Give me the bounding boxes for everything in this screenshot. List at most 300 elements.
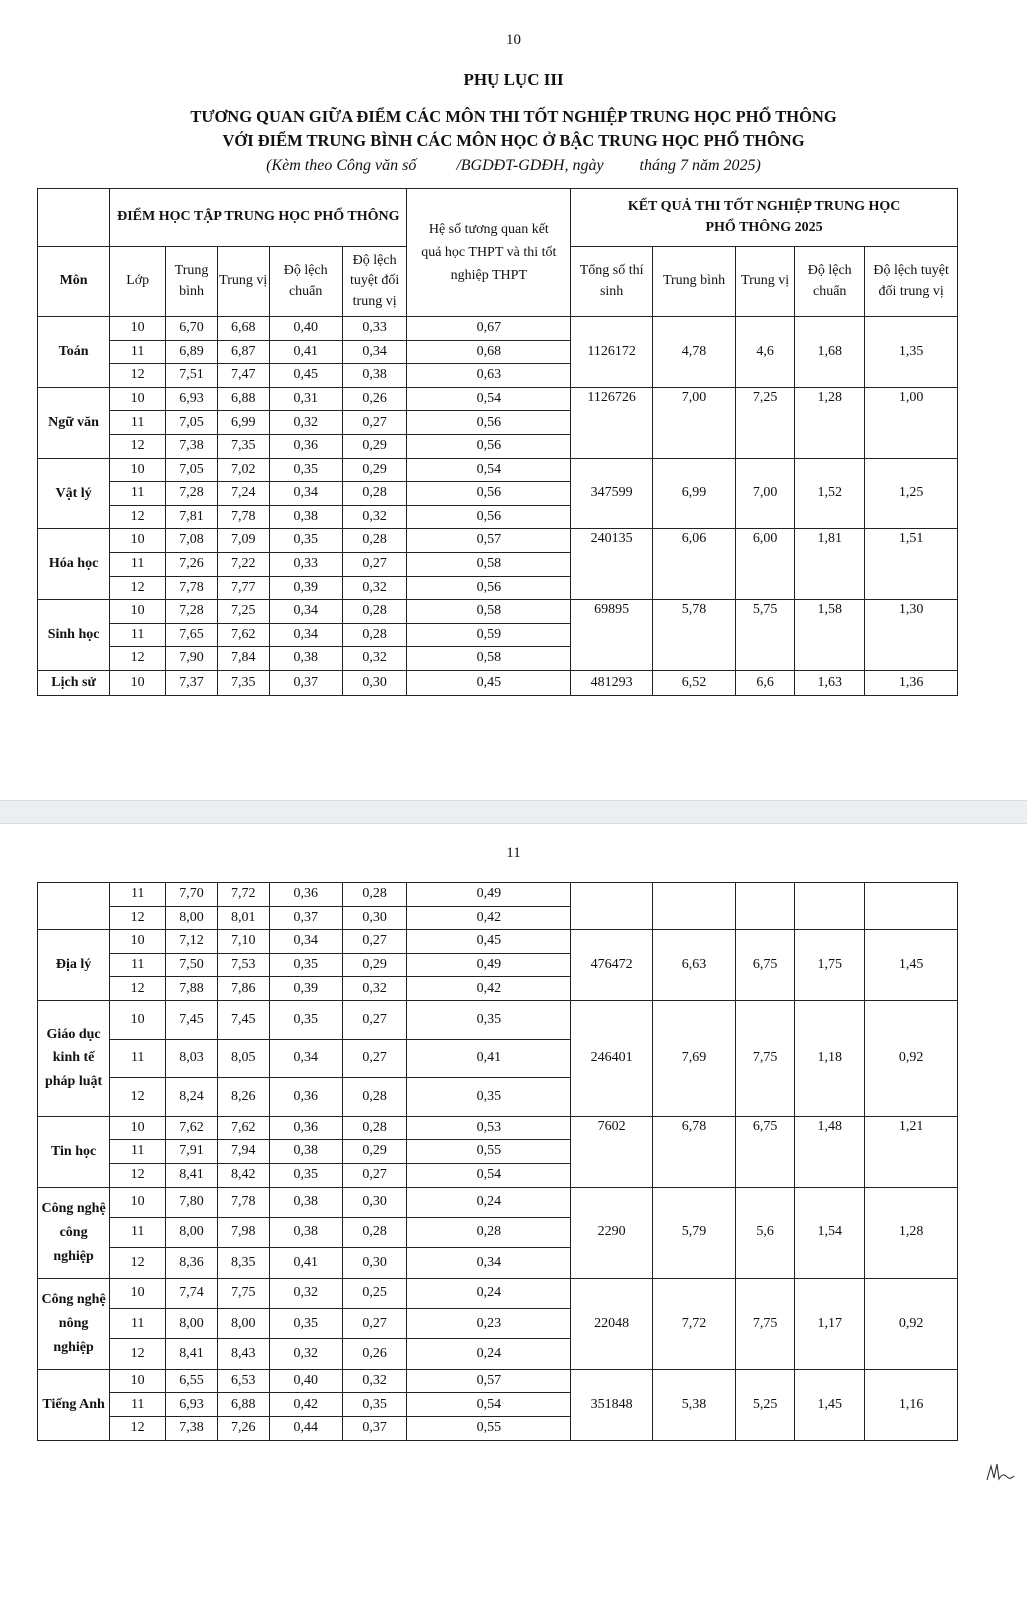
- exam-total-cell: 1126172: [571, 317, 653, 388]
- correlation-cell: 0,55: [407, 1140, 571, 1164]
- table-body-page1: [38, 317, 958, 696]
- header-subject: Môn: [38, 247, 110, 317]
- mad-cell: 0,34: [342, 340, 407, 364]
- exam-median-cell: 5,75: [735, 600, 794, 671]
- exam-sd-cell: 1,28: [795, 387, 865, 458]
- document-subtitle: (Kèm theo Công văn số /BGDĐT-GDĐH, ngày tháng 7 năm 2025): [266, 157, 761, 174]
- statistics-table-page2: [37, 882, 958, 1441]
- exam-total-cell: 240135: [571, 529, 653, 600]
- grade-cell: 12: [110, 1248, 166, 1278]
- grade-cell: 10: [110, 600, 166, 624]
- exam-mad-cell: 0,92: [865, 1000, 958, 1116]
- median-cell: 7,02: [217, 458, 269, 482]
- mean-cell: 8,00: [166, 906, 218, 930]
- grade-cell: 12: [110, 434, 166, 458]
- table-row: [38, 1000, 958, 1039]
- mad-cell: 0,27: [342, 1309, 407, 1339]
- median-cell: 7,77: [217, 576, 269, 600]
- mad-cell: 0,30: [342, 1248, 407, 1278]
- exam-mean-cell: 6,63: [653, 930, 736, 1001]
- header-exam-median: Trung vị: [735, 247, 794, 317]
- sd-cell: 0,32: [269, 1339, 342, 1369]
- exam-mean-cell: 6,78: [653, 1116, 736, 1187]
- mad-cell: 0,30: [342, 670, 407, 695]
- exam-total-cell: 347599: [571, 458, 653, 529]
- grade-cell: 12: [110, 1163, 166, 1187]
- correlation-cell: 0,24: [407, 1187, 571, 1217]
- mad-cell: 0,32: [342, 505, 407, 529]
- mean-cell: 7,91: [166, 1140, 218, 1164]
- correlation-cell: 0,34: [407, 1248, 571, 1278]
- statistics-table-page1: [37, 188, 958, 696]
- sd-cell: 0,40: [269, 317, 342, 341]
- mad-cell: 0,29: [342, 458, 407, 482]
- table-row: [38, 930, 958, 954]
- mad-cell: 0,27: [342, 1000, 407, 1039]
- exam-mad-cell: 1,00: [865, 387, 958, 458]
- exam-median-cell: [736, 883, 795, 930]
- mean-cell: 8,03: [166, 1039, 218, 1078]
- grade-cell: 10: [110, 1278, 166, 1308]
- mean-cell: 7,37: [166, 670, 218, 695]
- correlation-cell: 0,59: [407, 623, 571, 647]
- sd-cell: 0,38: [269, 647, 342, 671]
- header-exam-mean: Trung bình: [653, 247, 736, 317]
- header-exam-sd: Độ lệch chuẩn: [795, 247, 865, 317]
- exam-median-cell: 5,25: [736, 1369, 795, 1440]
- median-cell: 7,75: [217, 1278, 269, 1308]
- exam-mad-cell: 1,35: [865, 317, 958, 388]
- sd-cell: 0,35: [269, 529, 342, 553]
- mean-cell: 7,80: [166, 1187, 218, 1217]
- table-row: [38, 600, 958, 624]
- sd-cell: 0,35: [269, 1309, 342, 1339]
- sd-cell: 0,36: [269, 434, 342, 458]
- exam-sd-cell: 1,52: [795, 458, 865, 529]
- mean-cell: 7,50: [166, 953, 218, 977]
- table-row: [38, 317, 958, 341]
- mean-cell: 7,62: [166, 1116, 218, 1140]
- grade-cell: 12: [110, 364, 166, 388]
- median-cell: 7,10: [217, 930, 269, 954]
- exam-sd-cell: [795, 883, 865, 930]
- sd-cell: 0,35: [269, 1000, 342, 1039]
- grade-cell: 12: [110, 576, 166, 600]
- sd-cell: 0,40: [269, 1369, 342, 1393]
- grade-cell: 11: [110, 883, 166, 907]
- exam-sd-cell: 1,68: [795, 317, 865, 388]
- sd-cell: 0,38: [269, 1140, 342, 1164]
- header-empty-corner: [38, 189, 110, 247]
- header-exam-mad: Độ lệch tuyệt đối trung vị: [865, 247, 958, 317]
- correlation-cell: 0,55: [407, 1417, 571, 1441]
- mad-cell: 0,28: [342, 600, 407, 624]
- grade-cell: 10: [110, 1187, 166, 1217]
- header-correlation: Hệ số tương quan kết quả học THPT và thi tốt nghiệp THPT: [407, 189, 571, 317]
- median-cell: 6,88: [217, 1393, 269, 1417]
- median-cell: 7,84: [217, 647, 269, 671]
- sd-cell: 0,31: [269, 387, 342, 411]
- exam-total-cell: 1126726: [571, 387, 653, 458]
- correlation-cell: 0,57: [407, 1369, 571, 1393]
- mean-cell: 7,70: [166, 883, 218, 907]
- grade-cell: 12: [110, 977, 166, 1001]
- sd-cell: 0,39: [269, 977, 342, 1001]
- correlation-cell: 0,57: [407, 529, 571, 553]
- exam-mean-cell: 6,52: [653, 670, 736, 695]
- exam-median-cell: 6,6: [735, 670, 794, 695]
- mean-cell: 8,00: [166, 1309, 218, 1339]
- median-cell: 6,99: [217, 411, 269, 435]
- median-cell: 8,26: [217, 1078, 269, 1117]
- mean-cell: 7,81: [166, 505, 218, 529]
- subject-cell: Giáo dục kinh tế pháp luật: [38, 1000, 110, 1116]
- correlation-cell: 0,54: [407, 387, 571, 411]
- grade-cell: 10: [110, 317, 166, 341]
- header-sd: Độ lệch chuẩn: [269, 247, 342, 317]
- subject-cell: Toán: [38, 317, 110, 388]
- mean-cell: 6,89: [166, 340, 218, 364]
- header-mean: Trung bình: [166, 247, 218, 317]
- appendix-title: PHỤ LỤC III: [463, 70, 564, 89]
- sd-cell: 0,36: [269, 883, 342, 907]
- table-row: [38, 1187, 958, 1217]
- exam-mean-cell: 5,78: [653, 600, 736, 671]
- mad-cell: 0,30: [342, 1187, 407, 1217]
- median-cell: 8,01: [217, 906, 269, 930]
- grade-cell: 12: [110, 647, 166, 671]
- table-row: [38, 458, 958, 482]
- mean-cell: 6,55: [166, 1369, 218, 1393]
- signature-mark: [985, 1458, 1015, 1484]
- sd-cell: 0,38: [269, 505, 342, 529]
- correlation-cell: 0,54: [407, 458, 571, 482]
- mad-cell: 0,29: [342, 434, 407, 458]
- median-cell: 8,35: [217, 1248, 269, 1278]
- grade-cell: 10: [110, 458, 166, 482]
- sd-cell: 0,37: [269, 906, 342, 930]
- mean-cell: 8,41: [166, 1339, 218, 1369]
- correlation-cell: 0,24: [407, 1278, 571, 1308]
- mean-cell: 7,38: [166, 434, 218, 458]
- correlation-cell: 0,42: [407, 906, 571, 930]
- mean-cell: 6,93: [166, 387, 218, 411]
- page-number: 10: [506, 32, 521, 48]
- grade-cell: 11: [110, 1039, 166, 1078]
- mean-cell: 8,00: [166, 1217, 218, 1247]
- correlation-cell: 0,56: [407, 411, 571, 435]
- page-number: 11: [506, 845, 521, 861]
- exam-median-cell: 7,00: [735, 458, 794, 529]
- correlation-cell: 0,56: [407, 505, 571, 529]
- exam-mad-cell: 1,25: [865, 458, 958, 529]
- table-row: [38, 1369, 958, 1393]
- mad-cell: 0,28: [342, 482, 407, 506]
- exam-mad-cell: 1,45: [865, 930, 958, 1001]
- correlation-cell: 0,67: [407, 317, 571, 341]
- exam-total-cell: 246401: [571, 1000, 653, 1116]
- exam-median-cell: 6,75: [736, 930, 795, 1001]
- mean-cell: 7,45: [166, 1000, 218, 1039]
- sd-cell: 0,42: [269, 1393, 342, 1417]
- mad-cell: 0,37: [342, 1417, 407, 1441]
- exam-mad-cell: 1,51: [865, 529, 958, 600]
- exam-median-cell: 7,75: [736, 1278, 795, 1369]
- sd-cell: 0,34: [269, 930, 342, 954]
- correlation-cell: 0,42: [407, 977, 571, 1001]
- subject-cell: Tiếng Anh: [38, 1369, 110, 1440]
- exam-mad-cell: 1,21: [865, 1116, 958, 1187]
- exam-median-cell: 7,25: [735, 387, 794, 458]
- exam-total-cell: 2290: [571, 1187, 653, 1278]
- median-cell: 6,87: [217, 340, 269, 364]
- grade-cell: 10: [110, 387, 166, 411]
- mean-cell: 7,05: [166, 411, 218, 435]
- mad-cell: 0,32: [342, 576, 407, 600]
- grade-cell: 11: [110, 340, 166, 364]
- header-school-scores: ĐIỂM HỌC TẬP TRUNG HỌC PHỔ THÔNG: [110, 189, 407, 247]
- exam-sd-cell: 1,58: [795, 600, 865, 671]
- median-cell: 7,53: [217, 953, 269, 977]
- mad-cell: 0,32: [342, 977, 407, 1001]
- median-cell: 8,43: [217, 1339, 269, 1369]
- sd-cell: 0,41: [269, 340, 342, 364]
- exam-mad-cell: [865, 883, 958, 930]
- mad-cell: 0,27: [342, 930, 407, 954]
- exam-mean-cell: 7,72: [653, 1278, 736, 1369]
- correlation-cell: 0,23: [407, 1309, 571, 1339]
- exam-median-cell: 5,6: [736, 1187, 795, 1278]
- correlation-cell: 0,49: [407, 953, 571, 977]
- table-row: [38, 670, 958, 695]
- exam-total-cell: 481293: [571, 670, 653, 695]
- exam-mad-cell: 1,30: [865, 600, 958, 671]
- subject-cell: Hóa học: [38, 529, 110, 600]
- mean-cell: 7,74: [166, 1278, 218, 1308]
- mean-cell: 7,08: [166, 529, 218, 553]
- header-median: Trung vị: [217, 247, 269, 317]
- exam-sd-cell: 1,63: [795, 670, 865, 695]
- table-body-page2: [38, 883, 958, 1441]
- mad-cell: 0,32: [342, 1369, 407, 1393]
- mean-cell: 8,41: [166, 1163, 218, 1187]
- correlation-cell: 0,45: [407, 670, 571, 695]
- grade-cell: 10: [110, 1369, 166, 1393]
- subject-cell: Công nghệ công nghiệp: [38, 1187, 110, 1278]
- mad-cell: 0,27: [342, 411, 407, 435]
- mad-cell: 0,28: [342, 623, 407, 647]
- median-cell: 7,98: [217, 1217, 269, 1247]
- correlation-cell: 0,45: [407, 930, 571, 954]
- median-cell: 7,35: [217, 670, 269, 695]
- grade-cell: 12: [110, 505, 166, 529]
- table-row: [38, 529, 958, 553]
- mad-cell: 0,38: [342, 364, 407, 388]
- mean-cell: 7,05: [166, 458, 218, 482]
- header-mad: Độ lệch tuyệt đối trung vị: [342, 247, 407, 317]
- sd-cell: 0,35: [269, 458, 342, 482]
- mean-cell: 7,28: [166, 482, 218, 506]
- median-cell: 7,86: [217, 977, 269, 1001]
- subject-cell: [38, 883, 110, 930]
- mean-cell: 7,90: [166, 647, 218, 671]
- grade-cell: 12: [110, 1417, 166, 1441]
- correlation-cell: 0,35: [407, 1000, 571, 1039]
- table-row: [38, 387, 958, 411]
- exam-mean-cell: 6,99: [653, 458, 736, 529]
- mad-cell: 0,28: [342, 529, 407, 553]
- mad-cell: 0,29: [342, 953, 407, 977]
- mean-cell: 7,65: [166, 623, 218, 647]
- exam-mad-cell: 0,92: [865, 1278, 958, 1369]
- grade-cell: 11: [110, 953, 166, 977]
- median-cell: 7,25: [217, 600, 269, 624]
- correlation-cell: 0,63: [407, 364, 571, 388]
- median-cell: 7,62: [217, 623, 269, 647]
- grade-cell: 11: [110, 1309, 166, 1339]
- mean-cell: 7,38: [166, 1417, 218, 1441]
- correlation-cell: 0,68: [407, 340, 571, 364]
- exam-mean-cell: 4,78: [653, 317, 736, 388]
- correlation-cell: 0,35: [407, 1078, 571, 1117]
- exam-mean-cell: 7,00: [653, 387, 736, 458]
- sd-cell: 0,34: [269, 1039, 342, 1078]
- exam-mad-cell: 1,16: [865, 1369, 958, 1440]
- grade-cell: 11: [110, 623, 166, 647]
- median-cell: 8,05: [217, 1039, 269, 1078]
- median-cell: 7,78: [217, 505, 269, 529]
- mean-cell: 7,51: [166, 364, 218, 388]
- sd-cell: 0,39: [269, 576, 342, 600]
- median-cell: 7,26: [217, 1417, 269, 1441]
- exam-median-cell: 6,75: [736, 1116, 795, 1187]
- median-cell: 7,24: [217, 482, 269, 506]
- exam-median-cell: 4,6: [735, 317, 794, 388]
- median-cell: 7,94: [217, 1140, 269, 1164]
- header-exam-results: KẾT QUẢ THI TỐT NGHIỆP TRUNG HỌC PHỔ THÔNG 2025: [571, 189, 958, 247]
- mean-cell: 6,70: [166, 317, 218, 341]
- table-row: [38, 1116, 958, 1140]
- exam-sd-cell: 1,75: [795, 930, 865, 1001]
- sd-cell: 0,35: [269, 1163, 342, 1187]
- correlation-cell: 0,54: [407, 1163, 571, 1187]
- grade-cell: 10: [110, 670, 166, 695]
- mean-cell: 6,93: [166, 1393, 218, 1417]
- mad-cell: 0,29: [342, 1140, 407, 1164]
- mad-cell: 0,32: [342, 647, 407, 671]
- sd-cell: 0,34: [269, 600, 342, 624]
- median-cell: 7,09: [217, 529, 269, 553]
- median-cell: 7,72: [217, 883, 269, 907]
- mad-cell: 0,28: [342, 883, 407, 907]
- exam-mean-cell: 7,69: [653, 1000, 736, 1116]
- correlation-cell: 0,58: [407, 552, 571, 576]
- mean-cell: 7,12: [166, 930, 218, 954]
- exam-total-cell: 351848: [571, 1369, 653, 1440]
- exam-sd-cell: 1,18: [795, 1000, 865, 1116]
- exam-median-cell: 6,00: [735, 529, 794, 600]
- mad-cell: 0,26: [342, 1339, 407, 1369]
- median-cell: 6,53: [217, 1369, 269, 1393]
- grade-cell: 12: [110, 906, 166, 930]
- header-exam-total: Tổng số thí sinh: [571, 247, 653, 317]
- median-cell: 7,35: [217, 434, 269, 458]
- sd-cell: 0,36: [269, 1116, 342, 1140]
- correlation-cell: 0,56: [407, 434, 571, 458]
- median-cell: 6,88: [217, 387, 269, 411]
- grade-cell: 10: [110, 529, 166, 553]
- mad-cell: 0,28: [342, 1078, 407, 1117]
- sd-cell: 0,44: [269, 1417, 342, 1441]
- mean-cell: 7,88: [166, 977, 218, 1001]
- median-cell: 7,62: [217, 1116, 269, 1140]
- correlation-cell: 0,58: [407, 600, 571, 624]
- mad-cell: 0,28: [342, 1217, 407, 1247]
- document-title-line2: VỚI ĐIỂM TRUNG BÌNH CÁC MÔN HỌC Ở BẬC TRUNG HỌC PHỔ THÔNG: [222, 131, 805, 150]
- mad-cell: 0,30: [342, 906, 407, 930]
- sd-cell: 0,32: [269, 1278, 342, 1308]
- mean-cell: 7,28: [166, 600, 218, 624]
- correlation-cell: 0,49: [407, 883, 571, 907]
- median-cell: 7,45: [217, 1000, 269, 1039]
- sd-cell: 0,32: [269, 411, 342, 435]
- grade-cell: 10: [110, 930, 166, 954]
- exam-sd-cell: 1,54: [795, 1187, 865, 1278]
- sd-cell: 0,34: [269, 623, 342, 647]
- mean-cell: 8,36: [166, 1248, 218, 1278]
- exam-total-cell: 7602: [571, 1116, 653, 1187]
- exam-total-cell: 22048: [571, 1278, 653, 1369]
- sd-cell: 0,41: [269, 1248, 342, 1278]
- exam-sd-cell: 1,48: [795, 1116, 865, 1187]
- sd-cell: 0,33: [269, 552, 342, 576]
- median-cell: 7,78: [217, 1187, 269, 1217]
- subject-cell: Sinh học: [38, 600, 110, 671]
- median-cell: 6,68: [217, 317, 269, 341]
- median-cell: 7,47: [217, 364, 269, 388]
- mean-cell: 8,24: [166, 1078, 218, 1117]
- median-cell: 7,22: [217, 552, 269, 576]
- sd-cell: 0,45: [269, 364, 342, 388]
- mad-cell: 0,33: [342, 317, 407, 341]
- table-row: [38, 883, 958, 907]
- correlation-cell: 0,58: [407, 647, 571, 671]
- exam-total-cell: [571, 883, 653, 930]
- exam-total-cell: 69895: [571, 600, 653, 671]
- exam-mean-cell: [653, 883, 736, 930]
- grade-cell: 11: [110, 482, 166, 506]
- mad-cell: 0,26: [342, 387, 407, 411]
- sd-cell: 0,37: [269, 670, 342, 695]
- grade-cell: 10: [110, 1116, 166, 1140]
- correlation-cell: 0,53: [407, 1116, 571, 1140]
- header-grade: Lớp: [110, 247, 166, 317]
- page-separator: [0, 800, 1027, 824]
- exam-mad-cell: 1,28: [865, 1187, 958, 1278]
- exam-sd-cell: 1,81: [795, 529, 865, 600]
- sd-cell: 0,34: [269, 482, 342, 506]
- exam-mean-cell: 6,06: [653, 529, 736, 600]
- sd-cell: 0,38: [269, 1187, 342, 1217]
- exam-total-cell: 476472: [571, 930, 653, 1001]
- exam-sd-cell: 1,45: [795, 1369, 865, 1440]
- mad-cell: 0,28: [342, 1116, 407, 1140]
- exam-mean-cell: 5,38: [653, 1369, 736, 1440]
- exam-mean-cell: 5,79: [653, 1187, 736, 1278]
- correlation-cell: 0,56: [407, 482, 571, 506]
- mean-cell: 7,26: [166, 552, 218, 576]
- mad-cell: 0,35: [342, 1393, 407, 1417]
